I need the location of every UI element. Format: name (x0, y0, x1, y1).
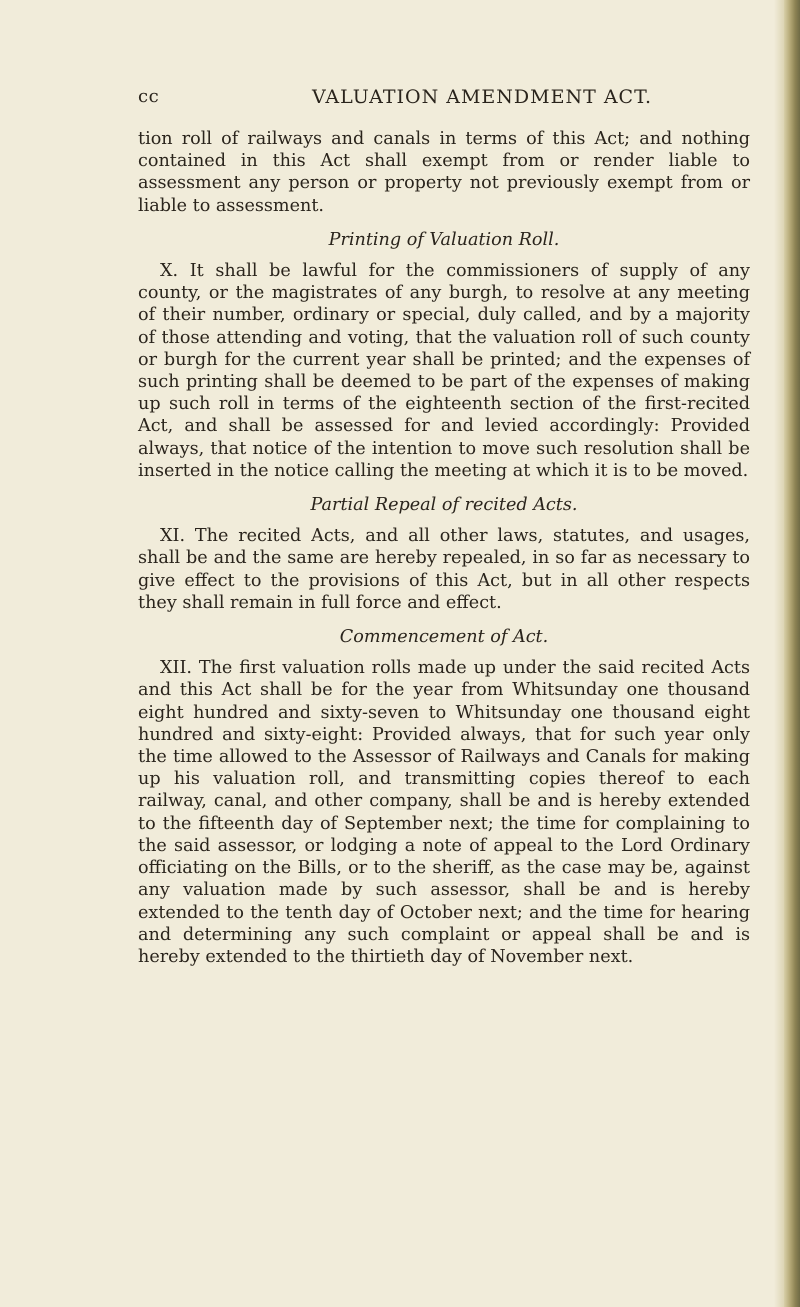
section-heading-partial-repeal: Partial Repeal of recited Acts. (310, 495, 578, 516)
page-header (138, 86, 758, 116)
page-edge-shadow (774, 0, 784, 1307)
page-edge (784, 0, 800, 1307)
page-number: cc (138, 86, 160, 107)
section-xi-paragraph: XI. The recited Acts, and all other laws, statutes, and usages, shall be and the same are hereby repealed, in so far as necessary to give effect to the provisions of this Act, but in all other respects they shall remain in full force and effect. (138, 526, 750, 613)
section-x-paragraph: X. It shall be lawful for the commissioners of supply of any county, or the magistrates of any burgh, to resolve at any meeting of their number, ordinary or special, duly called, and by a majority of those attending and voting, that the valuation roll of such county or burgh for the current year shall be printed; and the expenses of such printing shall be deemed to be part of the expenses of making up such roll in terms of the eighteenth section of the first-recited Act, and shall be assessed for and levied accordingly: Provided always, that notice of the intention to move such resolution shall be inserted in the notice calling the meeting at which it is to be moved. (138, 261, 750, 481)
section-heading-printing: Printing of Valuation Roll. (328, 229, 560, 250)
intro-paragraph: tion roll of railways and canals in terms of this Act; and nothing contained in this Act shall exempt from or render liable to assessment any person or property not previously exempt from or liable to assessment. (138, 129, 750, 216)
running-title: VALUATION AMENDMENT ACT. (312, 86, 653, 108)
section-xii-paragraph: XII. The first valuation rolls made up under the said recited Acts and this Act shall be for the year from Whitsunday one thousand eight hundred and sixty-seven to Whitsunday one thousand eight hundred and sixty-eight: Provided always, that for such year only the time allowed to the Assessor of Railways and Canals for making up his valuation roll, and transmitting copies thereof to each railway, canal, and other company, shall be and is hereby extended to the fifteenth day of September next; the time for complaining to the said assessor, or lodging a note of appeal to the Lord Ordinary officiating on the Bills, or to the sheriff, as the case may be, against any valuation made by such assessor, shall be and is hereby extended to the tenth day of October next; and the time for hearing and determining any such complaint or appeal shall be and is hereby extended to the thirtieth day of November next. (138, 658, 750, 967)
page-body (138, 128, 750, 968)
section-heading-commencement: Commencement of Act. (339, 627, 549, 648)
